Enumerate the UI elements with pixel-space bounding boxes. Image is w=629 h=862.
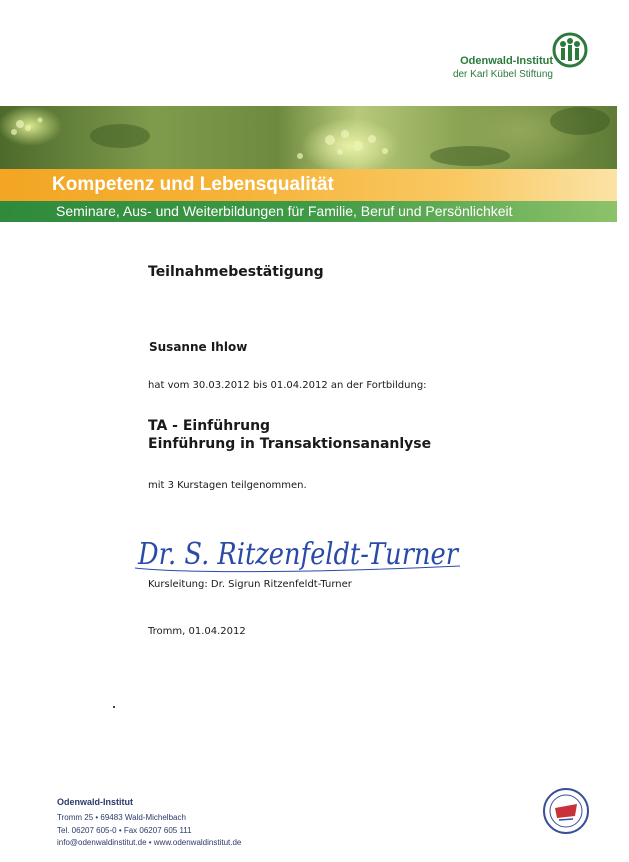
course-days-line: mit 3 Kurstagen teilgenommen.	[148, 480, 307, 491]
signature-handwriting: Dr. S. Ritzenfeldt-Turner	[137, 537, 460, 572]
banner-plant-photo	[0, 106, 617, 169]
course-title-primary: TA - Einführung	[148, 418, 271, 434]
footer-institute-name: Odenwald-Institut	[57, 797, 133, 807]
certificate-heading: Teilnahmebestätigung	[148, 264, 324, 280]
footer-contact: info@odenwaldinstitut.de • www.odenwaldinstitut.de	[57, 838, 242, 847]
banner-subtitle: Seminare, Aus- und Weiterbildungen für Familie, Beruf und Persönlichkeit	[56, 203, 513, 219]
place-date-line: Tromm, 01.04.2012	[148, 626, 246, 637]
attendance-line: hat vom 30.03.2012 bis 01.04.2012 an der Fortbildung:	[148, 380, 427, 391]
footer-address: Tromm 25 • 69483 Wald-Michelbach	[57, 813, 186, 822]
banner-title: Kompetenz und Lebensqualität	[52, 174, 334, 195]
scan-speck	[113, 706, 115, 708]
institute-logo	[420, 30, 620, 85]
odenwald-institut-logo-icon	[552, 32, 588, 68]
course-title-secondary: Einführung in Transaktionsananlyse	[148, 436, 432, 452]
participant-name: Susanne Ihlow	[149, 340, 248, 354]
course-leader-signature	[130, 528, 470, 578]
banner-leaf-decoration	[0, 106, 617, 169]
course-leader-line: Kursleitung: Dr. Sigrun Ritzenfeldt-Turner	[148, 579, 352, 590]
institute-name: Odenwald-Institut	[460, 55, 553, 67]
certification-seal-icon	[541, 786, 591, 836]
header-banner	[0, 106, 617, 222]
footer-phone: Tel. 06207 605-0 • Fax 06207 605 111	[57, 826, 192, 835]
institute-subtitle: der Karl Kübel Stiftung	[452, 69, 553, 80]
